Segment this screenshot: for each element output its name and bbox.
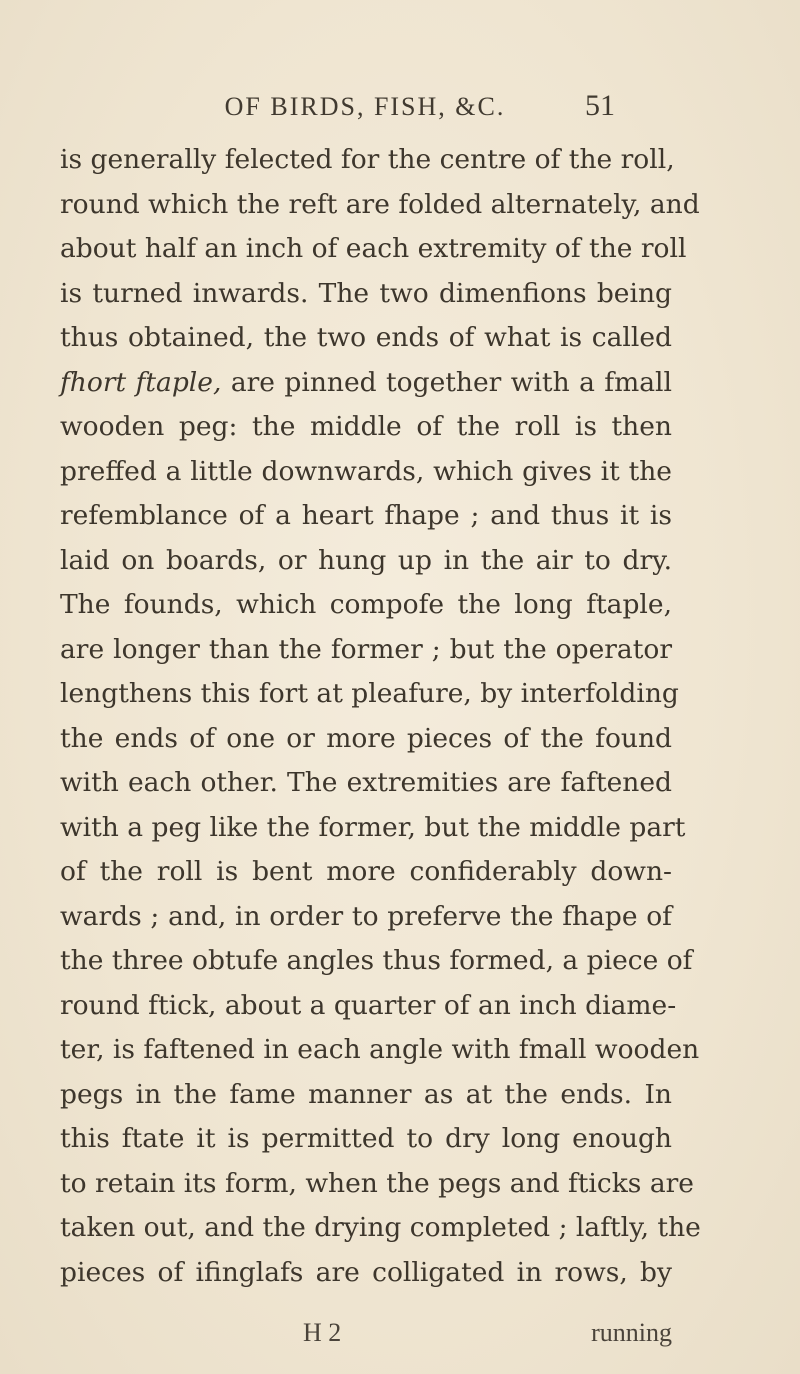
text-line: the ends of one or more pieces of the found — [60, 722, 672, 754]
text-line: the three obtufe angles thus formed, a piece of — [60, 945, 693, 976]
text-line: with a peg like the former, but the middle part — [60, 811, 686, 843]
text-line: about half an inch of each extremity of the roll — [60, 233, 687, 264]
text-line: of the roll is bent more confiderably down- — [60, 856, 672, 887]
italic-phrase: fhort ftaple, — [60, 366, 222, 398]
text-line: wards ; and, in order to preferve the fhape of — [60, 900, 672, 932]
text-line: are longer than the former ; but the operator — [60, 633, 672, 665]
catchword: running — [591, 1318, 672, 1347]
text-line: ter, is faftened in each angle with fmall wooden — [60, 1034, 700, 1065]
text-line: with each other. The extremities are faftened — [60, 767, 672, 798]
text-line: preffed a little downwards, which gives it the — [60, 455, 672, 487]
page-footer — [60, 1318, 672, 1358]
text-line: laid on boards, or hung up in the air to dry. — [60, 544, 672, 576]
text-line: is turned inwards. The two dimenfions being — [60, 277, 672, 309]
text-line: round which the reft are folded alternately, and — [60, 188, 700, 220]
running-title: OF BIRDS, FISH, &C. — [224, 92, 506, 121]
text-line: this ftate it is permitted to dry long enough — [60, 1123, 672, 1154]
text-line: lengthens this fort at pleafure, by interfolding — [60, 678, 679, 709]
text-line: is generally felected for the centre of the roll, — [60, 144, 675, 175]
text-line — [60, 361, 672, 406]
body-text — [60, 138, 701, 1295]
text-line: round ftick, about a quarter of an inch diame- — [60, 989, 677, 1021]
text-line: to retain its form, when the pegs and fticks are — [60, 1167, 694, 1199]
text-line: wooden peg: the middle of the roll is then — [60, 411, 672, 442]
text-line: pieces of ifinglafs are colligated in rows, by — [60, 1256, 672, 1288]
text-line: thus obtained, the two ends of what is called — [60, 322, 672, 353]
text-line: The founds, which compofe the long ftaple, — [60, 589, 672, 620]
text-line: taken out, and the drying completed ; laftly, the — [60, 1212, 701, 1243]
text-line-rest: are pinned together with a fmall — [230, 366, 672, 398]
text-line: refemblance of a heart fhape ; and thus it is — [60, 500, 672, 531]
signature-mark: H 2 — [303, 1318, 342, 1347]
page-number: 51 — [585, 89, 615, 122]
text-line: pegs in the fame manner as at the ends. In — [60, 1078, 672, 1110]
